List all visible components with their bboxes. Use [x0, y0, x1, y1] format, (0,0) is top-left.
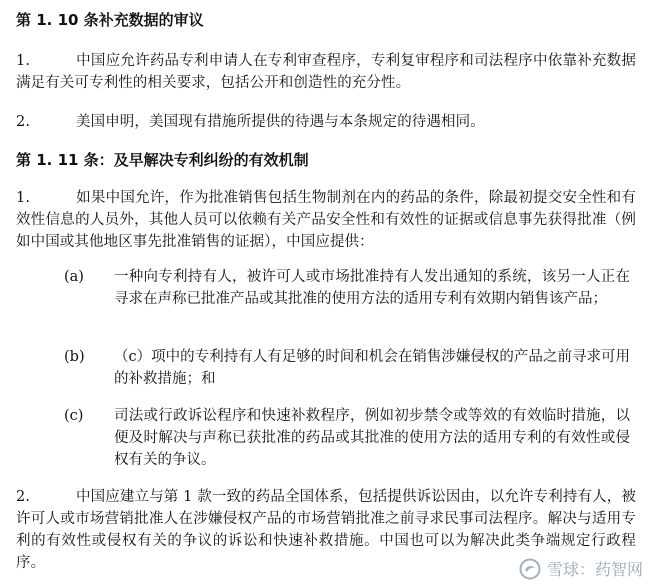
article-1-10-paragraph-1 [16, 50, 636, 94]
snowball-logo-icon [519, 558, 541, 580]
list-item-label: (b) [64, 349, 85, 365]
paragraph-text: 中国应允许药品专利申请人在专利审查程序，专利复审程序和司法程序中依靠补充数据满足有关可专利性的相关要求，包括公开和创造性的充分性。 [16, 53, 636, 91]
watermark [519, 557, 643, 580]
list-item-c [64, 405, 630, 471]
paragraph-text: 如果中国允许，作为批准销售包括生物制剂在内的药品的条件，除最初提交安全性和有效性信息的人员外，其他人员可以依赖有关产品安全性和有效性的证据或信息事先获得批准（例如中国或其他地区事先批准销售的证据），中国应提供： [16, 190, 636, 250]
list-item-text: 司法或行政诉讼程序和快速补救程序，例如初步禁令或等效的有效临时措施，以便及时解决与声称已获批准的药品或其批准的使用方法的适用专利的有效性或侵权有关的争议。 [114, 408, 630, 468]
article-1-10-title: 第 1. 10 条补充数据的审议 [16, 11, 204, 29]
list-item-b [64, 346, 630, 390]
paragraph-number: 2. [16, 114, 31, 130]
list-item-label: (c) [64, 408, 84, 424]
article-1-11-paragraph-1 [16, 187, 636, 253]
list-item-text: 一种向专利持有人，被许可人或市场批准持有人发出通知的系统，该另一人正在寻求在声称已批准产品或其批准的使用方法的适用专利有效期内销售该产品； [114, 269, 630, 307]
list-item-text: （c）项中的专利持有人有足够的时间和机会在销售涉嫌侵权的产品之前寻求可用的补救措施；和 [114, 349, 630, 387]
paragraph-number: 2. [16, 489, 31, 505]
paragraph-text: 美国申明，美国现有措施所提供的待遇与本条规定的待遇相同。 [76, 114, 485, 130]
article-1-11-title: 第 1. 11 条：及早解决专利纠纷的有效机制 [16, 151, 309, 169]
paragraph-text: 中国应建立与第 1 款一致的药品全国体系，包括提供诉讼因由，以允许专利持有人，被许可人或市场营销批准人在涉嫌侵权产品的市场营销批准之前寻求民事司法程序。解决与适用专利的有效性或侵权有关的争议的诉讼和快速补救措施。中国也可以为解决此类争端规定行政程序。 [16, 489, 636, 571]
list-item-label: (a) [64, 269, 84, 285]
list-item-a [64, 266, 630, 310]
paragraph-number: 1. [16, 190, 31, 206]
paragraph-number: 1. [16, 53, 31, 69]
article-1-10-paragraph-2 [16, 111, 636, 133]
watermark-text: 雪球：药智网 [546, 560, 643, 579]
